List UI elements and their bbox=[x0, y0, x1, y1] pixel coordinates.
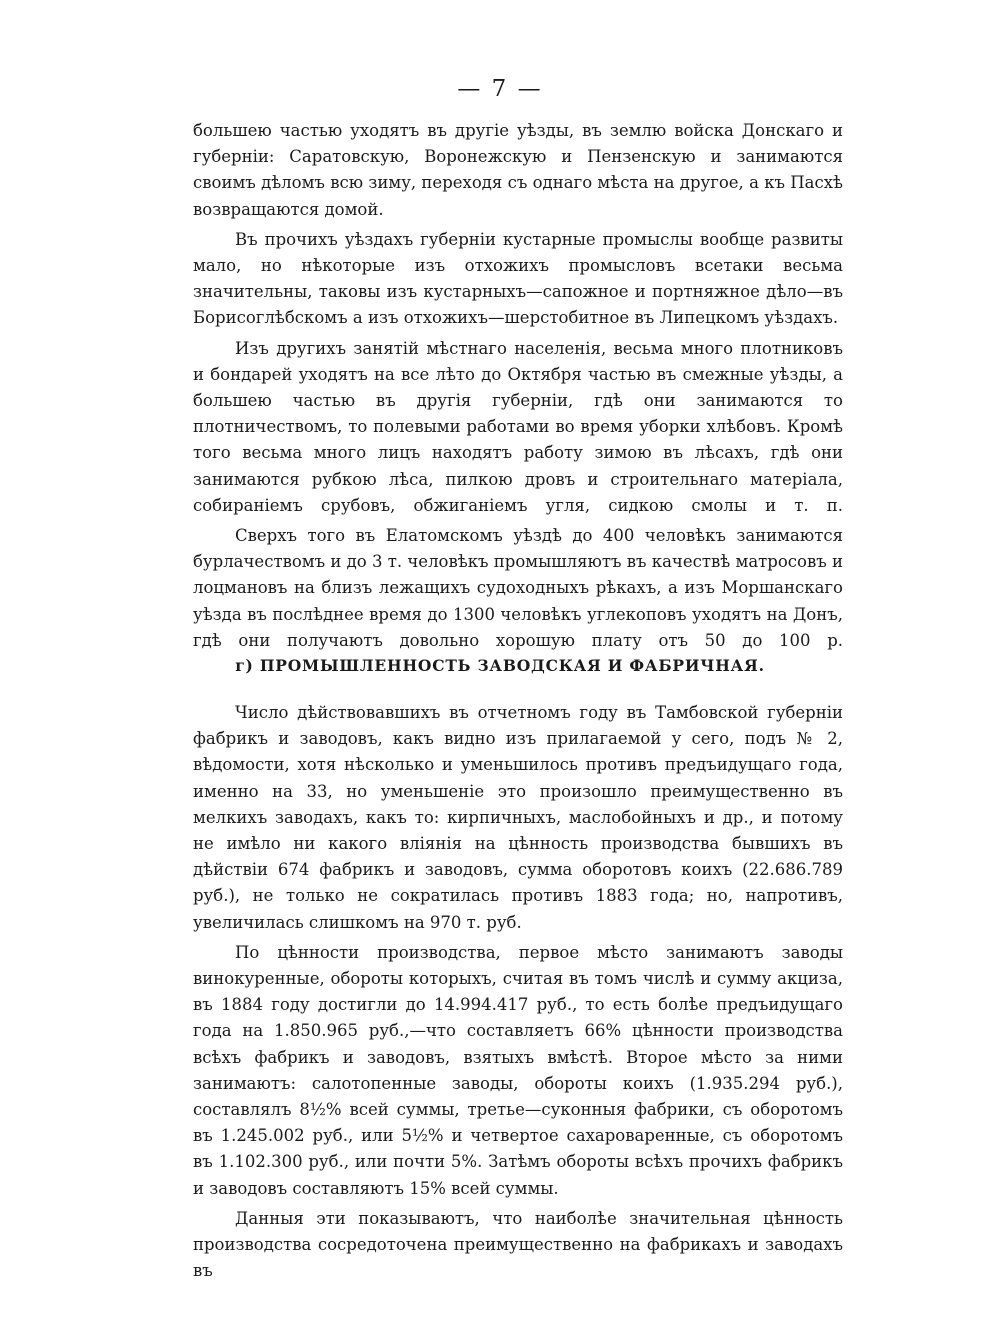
paragraph: большею частью уходятъ въ другіе уѣзды, въ землю войска Донскаго и губерніи: Саратовскую, Воронежскую и Пензенскую и занимаются своимъ дѣломъ всю зиму, переходя съ однаго мѣста на другое, а къ Пасхѣ возвращаются домой. bbox=[193, 121, 843, 219]
paragraph: Данныя эти показываютъ, что наиболѣе значительная цѣнность производства сосредоточена преимущественно на фабрикахъ и заводахъ въ bbox=[193, 1208, 843, 1281]
page-number: — 7 — bbox=[457, 76, 543, 102]
paragraph: Сверхъ того въ Елатомскомъ уѣздѣ до 400 человѣкъ занимаются бурлачествомъ и до 3 т. человѣкъ промышляютъ въ качествѣ матросовъ и лоцмановъ на близъ лежащихъ судоходныхъ рѣкахъ, а изъ Моршанскаго уѣзда въ послѣднее время до 1300 человѣкъ углекоповъ уходятъ на Донъ, гдѣ они получаютъ довольно хорошую плату отъ 50 до 100 р. bbox=[193, 526, 843, 650]
section-heading: г) ПРОМЫШЛЕННОСТЬ ЗАВОДСКАЯ И ФАБРИЧНАЯ. bbox=[235, 656, 765, 675]
paragraph: По цѣнности производства, первое мѣсто занимаютъ заводы винокуренные, обороты которыхъ, считая въ томъ числѣ и сумму акциза, въ 1884 году достигли до 14.994.417 руб., то есть болѣе предъидущаго года на 1.850.965 руб.,—что составляетъ 66% цѣнности производства всѣхъ фабрикъ и заводовъ, взятыхъ вмѣстѣ. Второе мѣсто за ними занимаютъ: салотопенные заводы, обороты коихъ (1.935.294 руб.), составлялъ 8½% всей суммы, третье—суконныя фабрики, съ оборотомъ въ 1.245.002 руб., или 5½% и четвертое сахароваренные, съ оборотомъ въ 1.102.300 руб., или почти 5%. Затѣмъ обороты всѣхъ прочихъ фабрикъ и заводовъ составляютъ 15% всей суммы. bbox=[193, 942, 843, 1198]
section-text-2 bbox=[193, 700, 843, 1288]
paragraph: Число дѣйствовавшихъ въ отчетномъ году въ Тамбовской губерніи фабрикъ и заводовъ, какъ видно изъ прилагаемой у сего, подъ № 2, вѣдомости, хотя нѣсколько и уменьшилось противъ предъидущаго года, именно на 33, но уменьшеніе это произошло преимущественно въ мелкихъ заводахъ, какъ то: кирпичныхъ, маслобойныхъ и др., и потому не имѣло ни какого вліянія на цѣнность производства бывшихъ въ дѣйствіи 674 фабрикъ и заводовъ, сумма оборотовъ коихъ (22.686.789 руб.), не только не сократилась противъ 1883 года; но, напротивъ, увеличилась слишкомъ на 970 т. руб. bbox=[193, 703, 843, 932]
section-text-1 bbox=[193, 118, 843, 658]
paragraph: Изъ другихъ занятій мѣстнаго населенія, весьма много плотниковъ и бондарей уходятъ на все лѣто до Октября частью въ смежные уѣзды, а большею частью въ другія губерніи, гдѣ они занимаются то плотничествомъ, то полевыми работами во время уборки хлѣбовъ. Кромѣ того весьма много лицъ находятъ работу зимою въ лѣсахъ, гдѣ они занимаются рубкою лѣса, пилкою дровъ и строительнаго матеріала, собираніемъ срубовъ, обжиганіемъ угля, сидкою смолы и т. п. bbox=[193, 338, 843, 515]
paragraph: Въ прочихъ уѣздахъ губерніи кустарные промыслы вообще развиты мало, но нѣкоторые изъ отхожихъ промысловъ всетаки весьма значительны, таковы изъ кустарныхъ—сапожное и портняжное дѣло—въ Борисоглѣбскомъ а изъ отхожихъ—шерстобитное въ Липецкомъ уѣздахъ. bbox=[193, 229, 843, 328]
